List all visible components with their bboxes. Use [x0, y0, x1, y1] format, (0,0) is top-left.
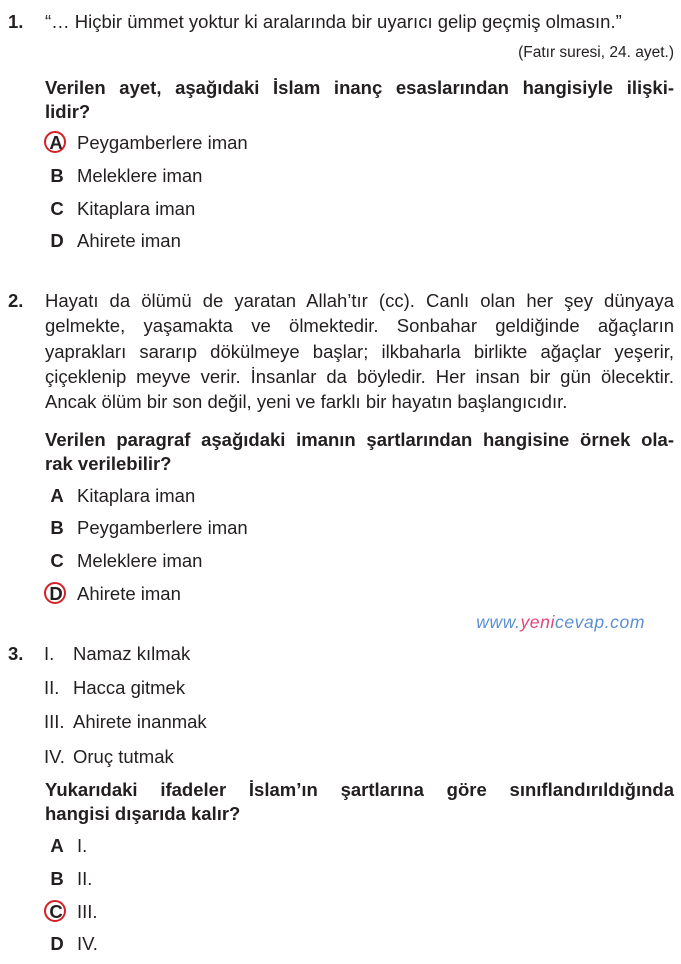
option-text: Ahirete iman: [77, 230, 181, 251]
q3-number: 3.: [8, 643, 24, 664]
option-letter: D: [49, 583, 63, 604]
option-letter: C: [50, 198, 64, 219]
q1-number: 1.: [8, 11, 24, 32]
q3-option-b[interactable]: [43, 866, 243, 892]
q2-question-line2: rak verilebilir?: [45, 453, 172, 474]
q2-option-d[interactable]: [43, 581, 343, 607]
option-text: Meleklere iman: [77, 550, 203, 571]
option-letter: A: [50, 485, 64, 506]
option-text: Kitaplara iman: [77, 485, 196, 506]
option-text: III.: [77, 901, 98, 922]
q3-question-line2: hangisi dışarıda kalır?: [45, 803, 241, 824]
paragraph-line: Hayatı da ölümü de yaratan Allah’tır (cc). Canlı olan her şey dünyaya: [45, 290, 674, 311]
q1-option-b[interactable]: [43, 163, 343, 189]
q3-question-line1: Yukarıdaki ifadeler İslam’ın şartlarına göre sınıflandırıldığında: [45, 779, 674, 800]
q1-option-d[interactable]: [43, 228, 343, 254]
q3-item-roman: III.: [44, 711, 65, 732]
option-letter: C: [50, 550, 64, 571]
option-text: IV.: [77, 933, 98, 954]
option-letter: D: [50, 933, 64, 954]
q1-option-c[interactable]: [43, 196, 343, 222]
q2-question-line1: Verilen paragraf aşağıdaki imanın şartlarından hangisine örnek ola-: [45, 429, 674, 450]
option-letter: B: [50, 165, 64, 186]
option-letter: B: [50, 868, 64, 889]
q1-question-line1: Verilen ayet, aşağıdaki İslam inanç esaslarından hangisiyle ilişki-: [45, 77, 674, 98]
q3-option-d[interactable]: [43, 931, 243, 957]
q3-item-text: Ahirete inanmak: [73, 711, 207, 732]
option-text: Kitaplara iman: [77, 198, 196, 219]
option-letter: C: [49, 901, 63, 922]
paragraph-line: çiçeklenip meyve verir. İnsanlar da böyledir. Her insan bir gün ölecektir.: [45, 365, 674, 387]
q2-option-a[interactable]: [43, 483, 343, 509]
q2-option-b[interactable]: [43, 515, 343, 541]
option-text: Meleklere iman: [77, 165, 203, 186]
q3-option-c[interactable]: [43, 899, 243, 925]
q1-quote: “… Hiçbir ümmet yoktur ki aralarında bir uyarıcı gelip geçmiş olmasın.”: [45, 11, 622, 32]
option-letter: B: [50, 517, 64, 538]
option-text: I.: [77, 835, 88, 856]
q1-question-line2: lidir?: [45, 101, 91, 122]
q3-item-roman: I.: [44, 643, 55, 664]
option-text: II.: [77, 868, 93, 889]
q3-option-a[interactable]: [43, 833, 243, 859]
q1-citation: (Fatır suresi, 24. ayet.): [518, 44, 674, 61]
option-letter: A: [50, 835, 64, 856]
q3-item-roman: IV.: [44, 746, 65, 767]
q2-number: 2.: [8, 290, 24, 311]
option-letter: A: [49, 132, 63, 153]
option-text: Ahirete iman: [77, 583, 181, 604]
paragraph-line: Ancak ölüm bir son değil, yeni ve farklı bir hayatın başlangıcıdır.: [45, 391, 568, 413]
option-text: Peygamberlere iman: [77, 132, 248, 153]
option-letter: D: [50, 230, 64, 251]
q2-paragraph: [45, 288, 674, 414]
paragraph-line: gelmekte, yaşamakta ve ölmektedir. Sonbahar geldiğinde ağaçların: [45, 315, 674, 337]
q3-item-text: Namaz kılmak: [73, 643, 191, 664]
q3-item-roman: II.: [44, 677, 60, 698]
q2-option-c[interactable]: [43, 548, 343, 574]
watermark: www.yenicevap.com: [476, 612, 645, 632]
q3-item-text: Hacca gitmek: [73, 677, 186, 698]
q3-item-text: Oruç tutmak: [73, 746, 174, 767]
paragraph-line: yaprakları sararıp dökülmeye başlar; ilkbaharla birlikte ağaçlar yeşerir,: [45, 340, 674, 362]
q1-option-a[interactable]: [43, 130, 343, 156]
option-text: Peygamberlere iman: [77, 517, 248, 538]
